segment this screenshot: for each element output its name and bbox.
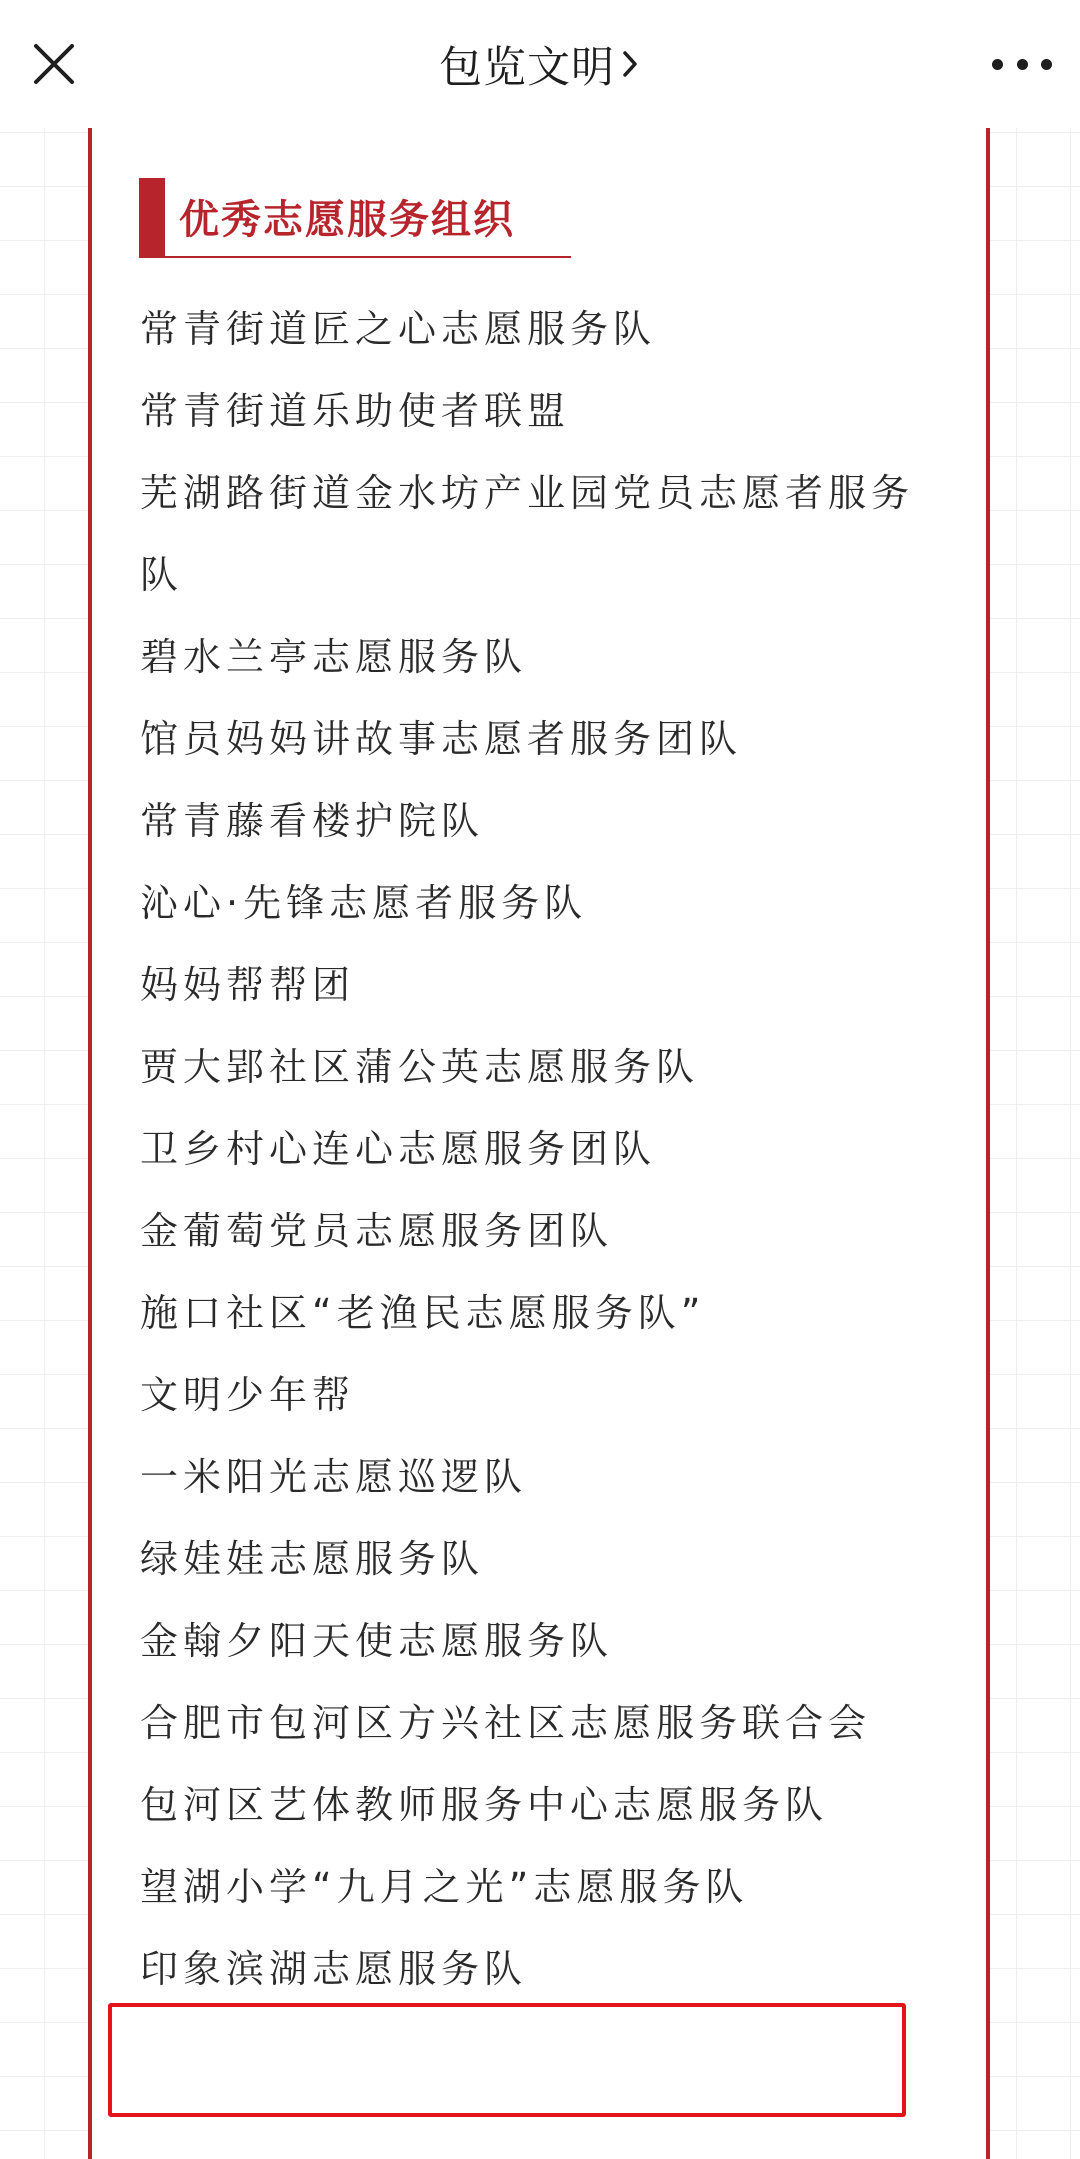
article-body[interactable] [0, 128, 1080, 2159]
content-card [88, 128, 990, 2159]
list-item: 绿娃娃志愿服务队 [140, 1537, 485, 1581]
list-item-highlighted: 印象滨湖志愿服务队 [140, 1947, 528, 1991]
list-item: 金葡萄党员志愿服务团队 [140, 1209, 614, 1253]
section-heading [139, 178, 571, 258]
page-title: 包览文明 [439, 42, 615, 93]
more-dots-icon [1041, 59, 1052, 70]
list-item: 望湖小学“九月之光”志愿服务队 [140, 1865, 749, 1909]
more-button[interactable] [992, 44, 1052, 84]
list-item: 常青藤看楼护院队 [140, 799, 485, 843]
chevron-right-icon [619, 47, 641, 81]
top-navigation-bar [0, 0, 1080, 128]
section-heading-text: 优秀志愿服务组织 [179, 197, 515, 243]
list-item: 文明少年帮 [140, 1373, 356, 1417]
heading-accent-bar [139, 178, 165, 256]
list-item: 常青街道匠之心志愿服务队 [140, 307, 657, 351]
list-item: 金翰夕阳天使志愿服务队 [140, 1619, 614, 1663]
list-item: 碧水兰亭志愿服务队 [140, 635, 528, 679]
list-item: 妈妈帮帮团 [140, 963, 356, 1007]
list-item: 常青街道乐助使者联盟 [140, 389, 571, 433]
list-item: 卫乡村心连心志愿服务团队 [140, 1127, 657, 1171]
more-dots-icon [992, 59, 1003, 70]
list-item: 沁心·先锋志愿者服务队 [140, 881, 588, 925]
list-item: 包河区艺体教师服务中心志愿服务队 [140, 1783, 829, 1827]
list-item: 施口社区“老渔民志愿服务队” [140, 1291, 706, 1335]
list-item: 贾大郢社区蒲公英志愿服务队 [140, 1045, 700, 1089]
list-item: 馆员妈妈讲故事志愿者服务团队 [140, 717, 743, 761]
list-item: 一米阳光志愿巡逻队 [140, 1455, 528, 1499]
more-dots-icon [1017, 59, 1028, 70]
list-item: 芜湖路街道金水坊产业园党员志愿者服务队 [140, 471, 915, 597]
organization-list [140, 288, 940, 2010]
page-title-button[interactable] [0, 34, 1080, 94]
list-item: 合肥市包河区方兴社区志愿服务联合会 [140, 1701, 872, 1745]
